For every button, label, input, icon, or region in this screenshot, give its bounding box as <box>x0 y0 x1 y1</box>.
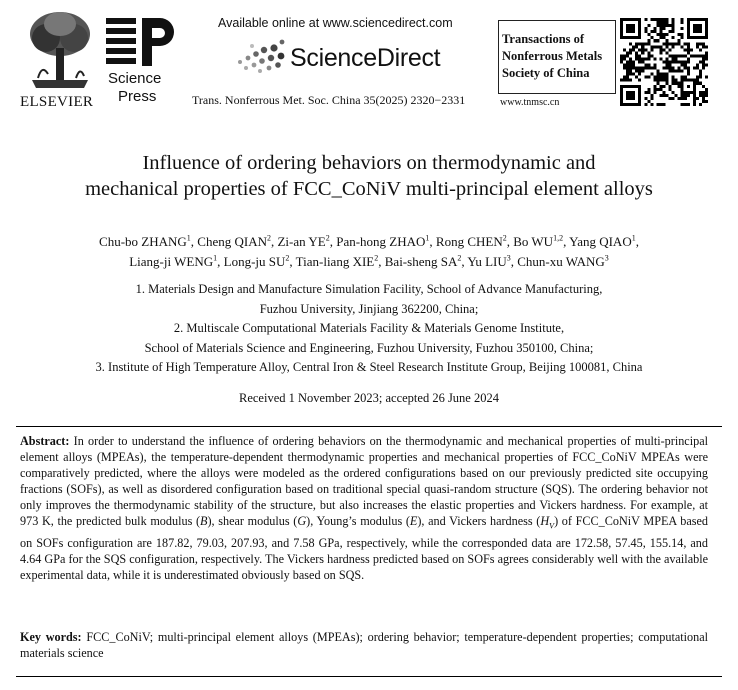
author-affiliation-marker: 2 <box>457 253 462 263</box>
author-affiliation-marker: 2 <box>502 233 507 243</box>
author-name[interactable]: Tian-liang XIE <box>295 254 375 269</box>
author-affiliation-marker: 2 <box>325 233 330 243</box>
symbol-youngs-modulus: E <box>409 514 418 529</box>
affiliation-3-line1: 3. Institute of High Temperature Alloy, Central Iron & Steel Research Institute Group, Beijing 100081, China <box>95 360 643 374</box>
author-affiliation-marker: 1 <box>425 233 430 243</box>
elsevier-wordmark: ELSEVIER <box>20 94 94 110</box>
author-separator: , <box>270 234 278 249</box>
author-name[interactable]: Rong CHEN <box>435 234 503 249</box>
author-name[interactable]: Bo WU <box>513 234 554 249</box>
affiliations <box>0 280 738 378</box>
author-name[interactable]: Chun-xu WANG <box>517 254 605 269</box>
abstract-text-4: ), and Vickers hardness ( <box>417 514 541 529</box>
journal-url-link[interactable]: www.tnmsc.cn <box>500 97 560 108</box>
affiliation-1-line1: 1. Materials Design and Manufacture Simulation Facility, School of Advance Manufacturing, <box>135 282 603 296</box>
author-separator: , <box>217 254 224 269</box>
abstract-text-3: ), Young’s modulus ( <box>306 514 410 529</box>
abstract-text-2: ), shear modulus ( <box>207 514 298 529</box>
author-name[interactable]: Chu-bo ZHANG <box>99 234 187 249</box>
author-separator: , <box>190 234 198 249</box>
journal-title-box[interactable] <box>498 20 616 94</box>
symbol-bulk-modulus: B <box>200 514 208 529</box>
author-affiliation-marker: 1 <box>213 253 218 263</box>
author-separator: , <box>378 254 385 269</box>
abstract-paragraph <box>20 433 708 583</box>
paper-title-line1: Influence of ordering behaviors on thermodynamic and <box>142 152 596 174</box>
author-separator: , <box>461 254 468 269</box>
author-separator: , <box>289 254 296 269</box>
elsevier-tree-icon <box>24 8 96 90</box>
author-separator: , <box>635 234 639 249</box>
keywords-text: FCC_CoNiV; multi-principal element alloys (MPEAs); ordering behavior; temperature-dependent properties; computational materials science <box>20 630 708 661</box>
author-affiliation-marker: 3 <box>506 253 511 263</box>
affiliation-2-line2: School of Materials Science and Engineering, Fuzhou University, Fuzhou 350100, China; <box>144 340 594 355</box>
journal-title-line1: Transactions of <box>502 32 585 46</box>
symbol-shear-modulus: G <box>297 514 307 529</box>
keywords-paragraph <box>20 629 708 661</box>
available-online-link[interactable]: Available online at www.sciencedirect.com <box>218 16 453 30</box>
symbol-vickers-subscript: V <box>549 521 555 531</box>
author-affiliation-marker: 1,2 <box>553 233 564 243</box>
author-name[interactable]: Yu LIU <box>467 254 507 269</box>
symbol-vickers-hardness: H <box>540 514 550 529</box>
affiliation-1-line2: Fuzhou University, Jinjiang 362200, China; <box>259 301 479 316</box>
abstract-text-5: ) of FCC_CoNiV MPEA based on SOFs configuration are 187.82, 79.03, 207.93, and 7.58 GPa, respectively, while the corresponded data are 172.58, 57.45, 155.14, and 4.64 GPa for the SQS configuration, respectively. The Vickers hardness predicted based on SOFs agrees considerably well with the available experimental data, while it is underestimated obviously based on SQS. <box>20 514 708 583</box>
science-press-line1: Science <box>108 70 162 87</box>
journal-citation: Trans. Nonferrous Met. Soc. China 35(2025) 2320−2331 <box>192 93 466 107</box>
author-separator: , <box>429 234 436 249</box>
author-name[interactable]: Zi-an YE <box>277 234 326 249</box>
author-name[interactable]: Long-ju SU <box>223 254 286 269</box>
author-name[interactable]: Yang QIAO <box>569 234 632 249</box>
sciencedirect-dots-icon <box>232 38 288 78</box>
author-separator: , <box>510 254 518 269</box>
elsevier-logo[interactable] <box>18 8 102 108</box>
author-separator: , <box>506 234 514 249</box>
paper-title-line2: mechanical properties of FCC_CoNiV multi-principal element alloys <box>85 178 653 200</box>
author-affiliation-marker: 3 <box>604 253 609 263</box>
author-separator: , <box>329 234 337 249</box>
abstract-top-rule <box>16 426 722 427</box>
journal-title-line3: Society of China <box>502 66 590 80</box>
abstract-bottom-rule <box>16 676 722 677</box>
author-separator: , <box>563 234 570 249</box>
author-affiliation-marker: 2 <box>266 233 271 243</box>
author-name[interactable]: Pan-hong ZHAO <box>336 234 426 249</box>
keywords-label: Key words: <box>20 630 82 644</box>
science-press-line2: Press <box>118 88 157 105</box>
affiliation-2-line1: 2. Multiscale Computational Materials Facility & Materials Genome Institute, <box>173 321 565 335</box>
qr-code-icon[interactable] <box>620 18 708 106</box>
science-press-logo[interactable] <box>104 16 176 108</box>
author-affiliation-marker: 1 <box>186 233 191 243</box>
abstract-text-1: In order to understand the influence of ordering behaviors on the thermodynamic and mechanical properties of multi-principal element alloys (MPEAs), the temperature-dependent thermodynamic properties and mechanical properties of FCC_CoNiV MPEAs were comparatively predicted, where the alloys were modeled as the ordered configurations based on our previously predicted site occupying fractions (SOFs), as well as disordered configuration based on traditional special quasi-random structure (SQS). The ordering behavior not only improves the thermodynamic stability of the structure, but also increases the elastic properties and Vickers hardness. For example, at 973 K, the predicted bulk modulus ( <box>20 434 708 529</box>
author-affiliation-marker: 2 <box>374 253 379 263</box>
author-line <box>0 252 738 272</box>
author-line <box>0 232 738 252</box>
journal-title-line2: Nonferrous Metals <box>502 49 603 63</box>
sciencedirect-wordmark[interactable]: ScienceDirect <box>290 44 441 72</box>
author-name[interactable]: Cheng QIAN <box>197 234 267 249</box>
received-dates: Received 1 November 2023; accepted 26 June 2024 <box>239 391 499 405</box>
science-press-mark-icon <box>104 16 174 68</box>
author-list <box>0 232 738 272</box>
author-name[interactable]: Liang-ji WENG <box>129 254 214 269</box>
author-affiliation-marker: 2 <box>285 253 290 263</box>
author-affiliation-marker: 1 <box>631 233 636 243</box>
abstract-label: Abstract: <box>20 434 70 448</box>
author-name[interactable]: Bai-sheng SA <box>384 254 458 269</box>
paper-title <box>0 150 738 202</box>
journal-title <box>502 31 616 82</box>
